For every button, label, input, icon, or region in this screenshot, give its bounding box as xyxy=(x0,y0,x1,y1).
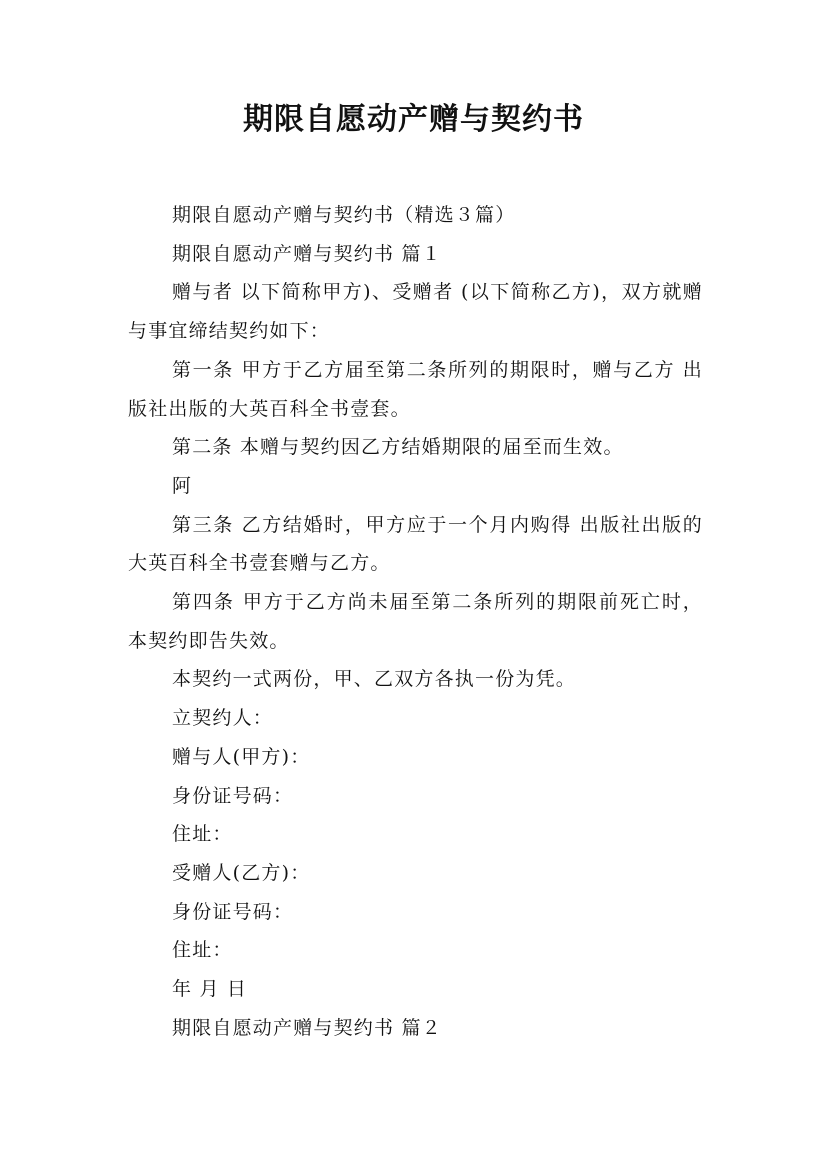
paragraph-article-2: 第二条 本赠与契约因乙方结婚期限的届至而生效。 xyxy=(172,436,624,459)
document-title: 期限自愿动产赠与契约书 xyxy=(243,102,584,137)
paragraph-donor: 赠与人(甲方)： xyxy=(172,745,311,768)
paragraph-donee-address: 住址： xyxy=(172,939,233,962)
document-body xyxy=(128,196,703,1047)
paragraph-section-2-heading: 期限自愿动产赠与契约书 篇２ xyxy=(172,1016,442,1039)
paragraph-signatories: 立契约人： xyxy=(172,707,274,730)
paragraph-article-3: 第三条 乙方结婚时，甲方应于一个月内购得 出版社出版的大英百科全书壹套赠与乙方。 xyxy=(128,513,703,575)
paragraph-donee: 受赠人(乙方)： xyxy=(172,861,311,884)
paragraph-donor-address: 住址： xyxy=(172,823,233,846)
paragraph-donee-id: 身份证号码： xyxy=(172,900,294,923)
paragraph-section-1-heading: 期限自愿动产赠与契约书 篇１ xyxy=(172,242,442,265)
paragraph-parties: 赠与者 以下简称甲方)、受赠者 (以下简称乙方)，双方就赠与事宜缔结契约如下： xyxy=(128,281,703,343)
paragraph-donor-id: 身份证号码： xyxy=(172,784,294,807)
paragraph-article-1: 第一条 甲方于乙方届至第二条所列的期限时，赠与乙方 出版社出版的大英百科全书壹套。 xyxy=(128,358,703,420)
paragraph-copies: 本契约一式两份，甲、乙双方各执一份为凭。 xyxy=(172,668,577,691)
paragraph-article-4: 第四条 甲方于乙方尚未届至第二条所列的期限前死亡时，本契约即告失效。 xyxy=(128,591,703,652)
paragraph-date: 年 月 日 xyxy=(172,978,248,1001)
paragraph-stray-char: 阿 xyxy=(172,474,193,497)
paragraph-intro-heading: 期限自愿动产赠与契约书（精选３篇） xyxy=(172,204,516,226)
